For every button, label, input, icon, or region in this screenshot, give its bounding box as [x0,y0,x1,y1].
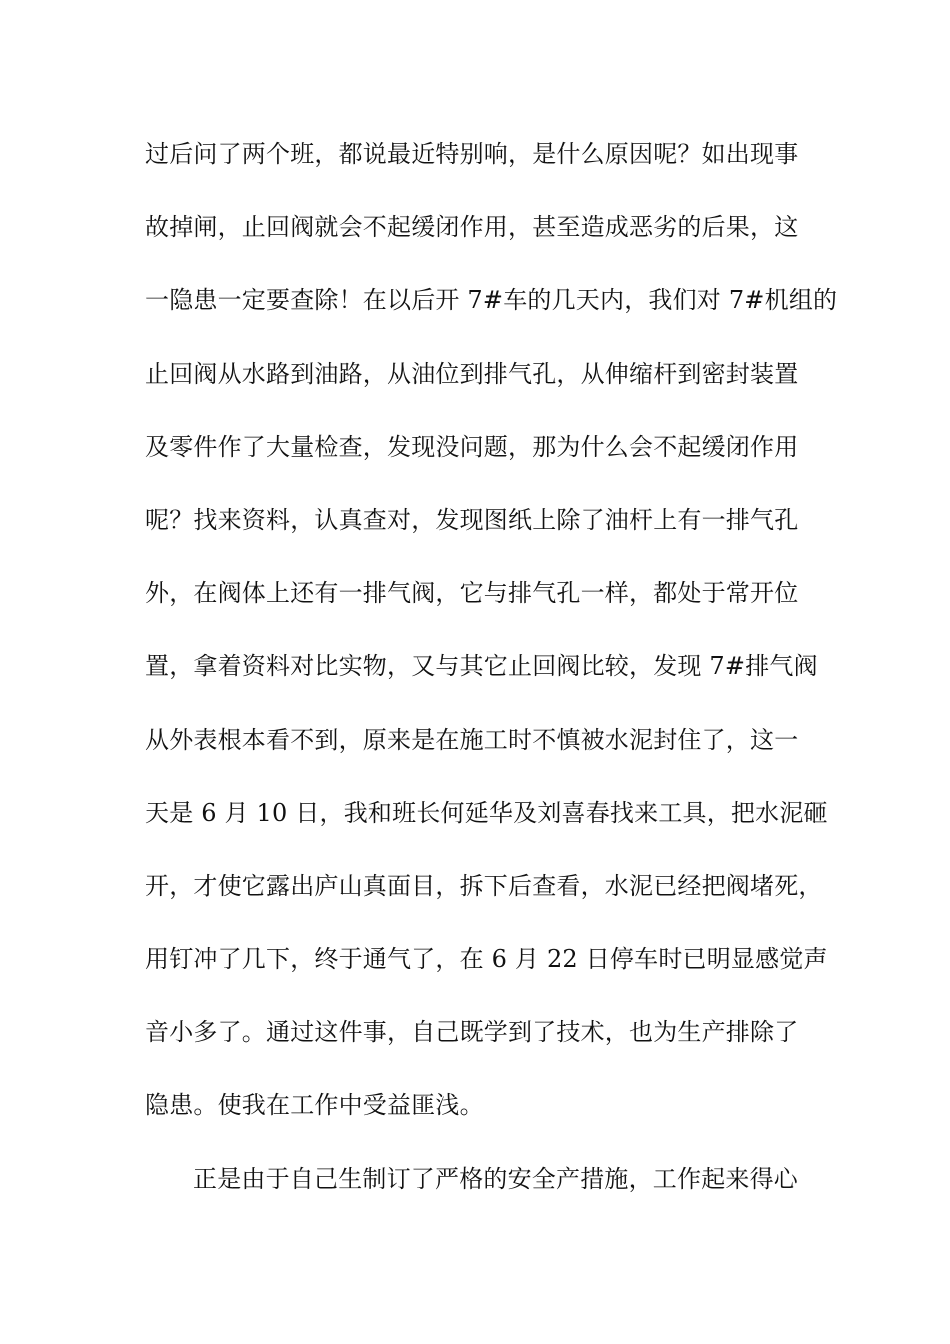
paragraph-line: 故掉闸，止回阀就会不起缓闭作用，甚至造成恶劣的后果，这 [145,213,799,242]
document-body [145,130,838,1228]
paragraph-line: 过后问了两个班，都说最近特别响，是什么原因呢？如出现事 [145,140,799,168]
paragraph-line: 置，拿着资料对比实物，又与其它止回阀比较，发现 7#排气阀 [145,652,818,681]
paragraph-line: 天是 6 月 10 日，我和班长何延华及刘喜春找来工具，把水泥砸 [145,798,828,827]
paragraph-line: 一隐患一定要查除！在以后开 7#车的几天内，我们对 7#机组的 [145,286,838,315]
paragraph-line: 音小多了。通过这件事，自己既学到了技术，也为生产排除了 [145,1018,799,1047]
paragraph-line: 开，才使它露出庐山真面目，拆下后查看，水泥已经把阀堵死， [145,871,823,900]
paragraph-line: 外，在阀体上还有一排气阀，它与排气孔一样，都处于常开位 [145,579,799,608]
paragraph-line: 呢？找来资料，认真查对，发现图纸上除了油杆上有一排气孔 [145,505,799,534]
paragraph-line: 从外表根本看不到，原来是在施工时不慎被水泥封住了，这一 [145,725,799,754]
paragraph-line: 止回阀从水路到油路，从油位到排气孔，从伸缩杆到密封装置 [145,359,799,388]
paragraph-line: 及零件作了大量检查，发现没问题，那为什么会不起缓闭作用 [145,432,799,461]
paragraph-line: 隐患。使我在工作中受益匪浅。 [145,1091,484,1120]
paragraph-line: 用钉冲了几下，终于通气了，在 6 月 22 日停车时已明显感觉声 [145,945,828,974]
paragraph-line-indented: 正是由于自己生制订了严格的安全产措施，工作起来得心 [193,1164,798,1193]
